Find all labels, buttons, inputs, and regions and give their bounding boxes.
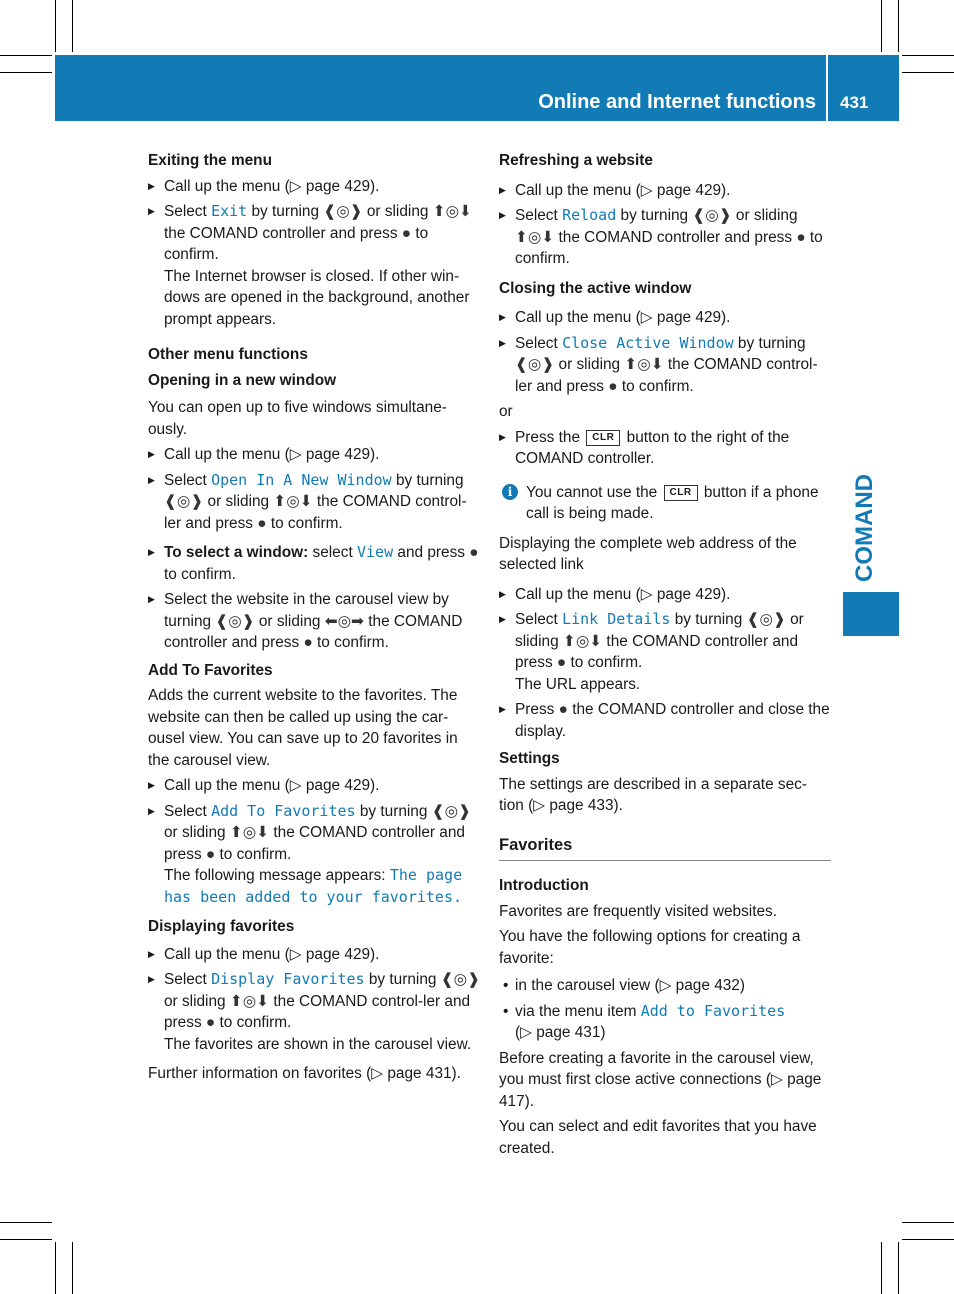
crop-mark: [881, 1242, 882, 1294]
header-divider: [826, 55, 828, 121]
slide-controller-icon: ⬆◎⬇: [624, 356, 664, 373]
slide-controller-icon: ⬆◎⬇: [515, 228, 555, 246]
display-message: The page has been added to your favorites: [164, 866, 463, 906]
menu-item-add-to-favorites: Add To Favorites: [211, 801, 356, 820]
step-result: The following message appears:: [164, 867, 390, 884]
crop-mark: [0, 55, 52, 56]
or-text: or: [499, 403, 513, 420]
section-heading: Exiting the menu: [148, 152, 272, 169]
info-note: i You cannot use the CLR button if a phone call is being made.: [499, 482, 831, 525]
instruction-step: ▶ Press ● the COMAND controller and close the display.: [499, 699, 831, 742]
turn-controller-icon: ❰◎❱: [692, 207, 732, 224]
section-heading: Favorites: [499, 835, 831, 862]
info-icon: i: [502, 484, 518, 500]
slide-controller-icon: ⬆◎⬇: [273, 493, 313, 510]
instruction-step: ▶ Call up the menu (▷ page 429).: [499, 584, 831, 606]
step-result: The favorites are shown in the carousel view.: [164, 1035, 472, 1053]
crop-mark: [72, 1242, 73, 1294]
crop-mark: [881, 0, 882, 52]
instruction-step: ▶ Select Reload by turning ❰◎❱ or sliding ⬆◎⬇ the COMAND controller and press ● to confirm.: [499, 205, 831, 270]
side-tab-text: COMAND: [851, 474, 878, 582]
press-controller-icon: ●: [401, 224, 412, 242]
crop-mark: [898, 0, 899, 52]
instruction-step: ▶ Call up the menu (▷ page 429).: [499, 180, 831, 202]
turn-controller-icon: ❰◎❱: [215, 612, 255, 630]
crop-mark: [55, 1242, 56, 1294]
subsection-heading: Add To Favorites: [148, 661, 273, 679]
list-item: • in the carousel view (▷ page 432): [499, 975, 831, 997]
subsection-heading: Introduction: [499, 877, 589, 894]
crop-mark: [0, 1222, 52, 1223]
paragraph: Favorites are frequently visited websites.: [499, 902, 778, 920]
turn-controller-icon: ❰◎❱: [440, 971, 480, 988]
crop-mark: [0, 1239, 52, 1240]
slide-left-right-icon: ⬅◎➡: [324, 612, 364, 630]
crop-mark: [902, 72, 954, 73]
crop-mark: [902, 1239, 954, 1240]
menu-item-close-active-window: Close Active Window: [562, 333, 734, 352]
crop-mark: [898, 1242, 899, 1294]
instruction-step: ▶ Press the CLR button to the right of the COMAND controller.: [499, 427, 831, 470]
paragraph: Adds the current website to the favorites. The website can then be called up using the car-ousel view. You can save up to 20 favorites in the carousel view.: [148, 687, 458, 769]
turn-controller-icon: ❰◎❱: [323, 203, 363, 220]
page-number: 431: [840, 93, 869, 112]
instruction-step: ▶ Select Close Active Window by turning ❰◎❱ or sliding ⬆◎⬇ the COMAND control-ler and press ● to confirm.: [499, 333, 831, 398]
press-controller-icon: ●: [558, 701, 568, 718]
press-controller-icon: ●: [608, 377, 618, 395]
crop-mark: [55, 0, 56, 52]
menu-item-add-to-favorites: Add to Favorites: [640, 1001, 786, 1020]
paragraph: Displaying the complete web address of the selected link: [499, 534, 797, 573]
press-controller-icon: ●: [469, 544, 479, 561]
press-controller-icon: ●: [303, 634, 313, 651]
turn-controller-icon: ❰◎❱: [431, 802, 471, 820]
turn-controller-icon: ❰◎❱: [746, 611, 786, 628]
instruction-step: ▶ Call up the menu (▷ page 429).: [148, 944, 480, 966]
instruction-step: ▶ Call up the menu (▷ page 429).: [499, 307, 831, 329]
press-controller-icon: ●: [205, 1014, 216, 1031]
step-result: The Internet browser is closed. If other win-dows are opened in the background, another prompt appears.: [164, 267, 470, 328]
press-controller-icon: ●: [205, 845, 216, 863]
subsection-heading: Settings: [499, 750, 560, 767]
clr-button-icon: CLR: [586, 430, 620, 446]
list-item: • via the menu item Add to Favorites (▷ page 431): [499, 1001, 831, 1044]
menu-item-display-favorites: Display Favorites: [211, 970, 365, 988]
clr-button-icon: CLR: [664, 485, 698, 501]
instruction-step: ▶ Call up the menu (▷ page 429).: [148, 444, 480, 466]
paragraph: Before creating a favorite in the carousel view, you must first close active connections (▷ page 417).: [499, 1049, 822, 1110]
press-controller-icon: ●: [257, 514, 267, 532]
menu-item-link-details: Link Details: [562, 610, 671, 628]
instruction-step: ▶ Select the website in the carousel view by turning ❰◎❱ or sliding ⬅◎➡ the COMAND controller and press ● to confirm.: [148, 589, 480, 654]
paragraph: Further information on favorites (▷ page 431).: [148, 1065, 461, 1082]
instruction-step: ▶ To select a window: select View and press ● to confirm.: [148, 542, 480, 585]
side-tab-label: [835, 474, 895, 582]
page-title: Online and Internet functions: [538, 91, 816, 113]
slide-controller-icon: ⬆◎⬇: [229, 824, 270, 841]
subsection-heading: Opening in a new window: [148, 371, 337, 389]
instruction-step: ▶ Select Add To Favorites by turning ❰◎❱ or sliding ⬆◎⬇ the COMAND controller and press ● to confirm. The following message appears: The page has been added to your favorites.: [148, 801, 480, 909]
side-tab-block: [843, 592, 899, 636]
slide-controller-icon: ⬆◎⬇: [229, 992, 270, 1010]
paragraph: You can open up to five windows simultane-ously.: [148, 399, 447, 438]
instruction-step: ▶ Call up the menu (▷ page 429).: [148, 775, 480, 797]
press-controller-icon: ●: [796, 228, 806, 246]
menu-item-reload: Reload: [562, 206, 617, 224]
crop-mark: [902, 55, 954, 56]
instruction-step: ▶ Select Exit by turning ❰◎❱ or sliding ⬆◎⬇ the COMAND controller and press ● to confirm. The Internet browser is closed. If other win-dows are opened in the background, another prompt appears.: [148, 201, 480, 330]
slide-controller-icon: ⬆◎⬇: [432, 203, 472, 220]
section-heading: Other menu functions: [148, 346, 308, 363]
crop-mark: [72, 0, 73, 52]
crop-mark: [902, 1222, 954, 1223]
menu-item-view: View: [357, 543, 394, 561]
instruction-step: ▶ Call up the menu (▷ page 429).: [148, 176, 480, 198]
paragraph: You have the following options for creating a favorite:: [499, 928, 801, 967]
menu-item-open-new-window: Open In A New Window: [211, 470, 392, 489]
instruction-step: ▶ Select Open In A New Window by turning ❰◎❱ or sliding ⬆◎⬇ the COMAND control-ler and press ● to confirm.: [148, 470, 480, 535]
subsection-heading: Displaying favorites: [148, 918, 295, 935]
paragraph: The settings are described in a separate sec-tion (▷ page 433).: [499, 775, 807, 814]
turn-controller-icon: ❰◎❱: [164, 493, 204, 510]
step-result: The URL appears.: [515, 675, 641, 693]
slide-controller-icon: ⬆◎⬇: [562, 632, 603, 650]
instruction-step: ▶ Select Link Details by turning ❰◎❱ or sliding ⬆◎⬇ the COMAND controller and press ● to confirm. The URL appears.: [499, 609, 831, 695]
instruction-step: ▶ Select Display Favorites by turning ❰◎❱ or sliding ⬆◎⬇ the COMAND control-ler and press ● to confirm. The favorites are shown in the carousel view.: [148, 969, 480, 1055]
subsection-heading: Closing the active window: [499, 279, 692, 297]
menu-item-exit: Exit: [211, 202, 248, 220]
turn-controller-icon: ❰◎❱: [515, 356, 555, 373]
left-column: [148, 150, 480, 1085]
section-heading: Refreshing a website: [499, 152, 653, 169]
crop-mark: [0, 72, 52, 73]
press-controller-icon: ●: [556, 654, 567, 671]
right-column: [499, 150, 831, 1159]
paragraph: You can select and edit favorites that you have created.: [499, 1118, 817, 1157]
